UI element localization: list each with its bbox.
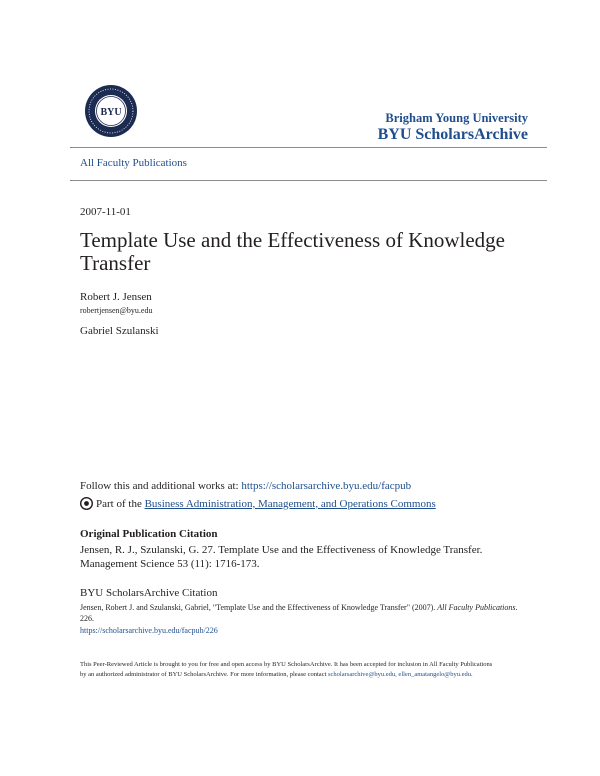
citation-series: All Faculty Publications bbox=[437, 603, 516, 612]
author-name: Gabriel Szulanski bbox=[80, 325, 159, 337]
citation-main: Jensen, Robert J. and Szulanski, Gabriel, "Template Use and the Effectiveness of Knowledge Transfer" (2007). bbox=[80, 603, 436, 612]
commons-icon bbox=[80, 497, 93, 510]
svg-text:BYU: BYU bbox=[100, 107, 122, 118]
author-name: Robert J. Jensen bbox=[80, 291, 152, 303]
part-of-label: Part of the bbox=[96, 497, 142, 510]
top-divider bbox=[70, 147, 547, 148]
document-title: Template Use and the Effectiveness of Knowledge Transfer bbox=[80, 228, 505, 275]
citation-url-link[interactable]: https://scholarsarchive.byu.edu/facpub/226 bbox=[80, 626, 218, 635]
access-notice bbox=[80, 660, 500, 680]
contact-email-link[interactable]: scholarsarchive@byu.edu, ellen_amatangelo@byu.edu bbox=[328, 671, 472, 678]
archive-citation-text bbox=[80, 602, 520, 624]
university-name: Brigham Young University bbox=[385, 111, 528, 125]
author-email: robertjensen@byu.edu bbox=[80, 306, 153, 315]
notice-end: . bbox=[471, 671, 473, 678]
original-citation-heading: Original Publication Citation bbox=[80, 528, 218, 540]
part-of-line bbox=[80, 497, 436, 510]
follow-url-link[interactable]: https://scholarsarchive.byu.edu/facpub bbox=[241, 480, 412, 492]
series-divider bbox=[70, 180, 547, 181]
follow-label: Follow this and additional works at: bbox=[80, 480, 239, 492]
university-header bbox=[378, 111, 528, 144]
citation-end: . 226. bbox=[80, 603, 518, 623]
series-link[interactable]: All Faculty Publications bbox=[80, 157, 187, 169]
original-citation-text: Jensen, R. J., Szulanski, G. 27. Template Use and the Effectiveness of Knowledge Transfer. Management Science 53 (11): 1716-173. bbox=[80, 544, 483, 570]
commons-link[interactable]: Business Administration, Management, and Operations Commons bbox=[144, 497, 436, 510]
publication-date: 2007-11-01 bbox=[80, 206, 131, 218]
archive-citation-heading: BYU ScholarsArchive Citation bbox=[80, 587, 218, 599]
follow-line bbox=[80, 480, 411, 492]
notice-text: This Peer-Reviewed Article is brought to you for free and open access by BYU ScholarsArchive. It has been accepted for inclusion in All Faculty Publications by an authorized administrator of BYU ScholarsArchive. For more information, please contact bbox=[80, 661, 493, 678]
byu-seal-logo bbox=[84, 84, 138, 138]
archive-name: BYU ScholarsArchive bbox=[377, 126, 528, 143]
